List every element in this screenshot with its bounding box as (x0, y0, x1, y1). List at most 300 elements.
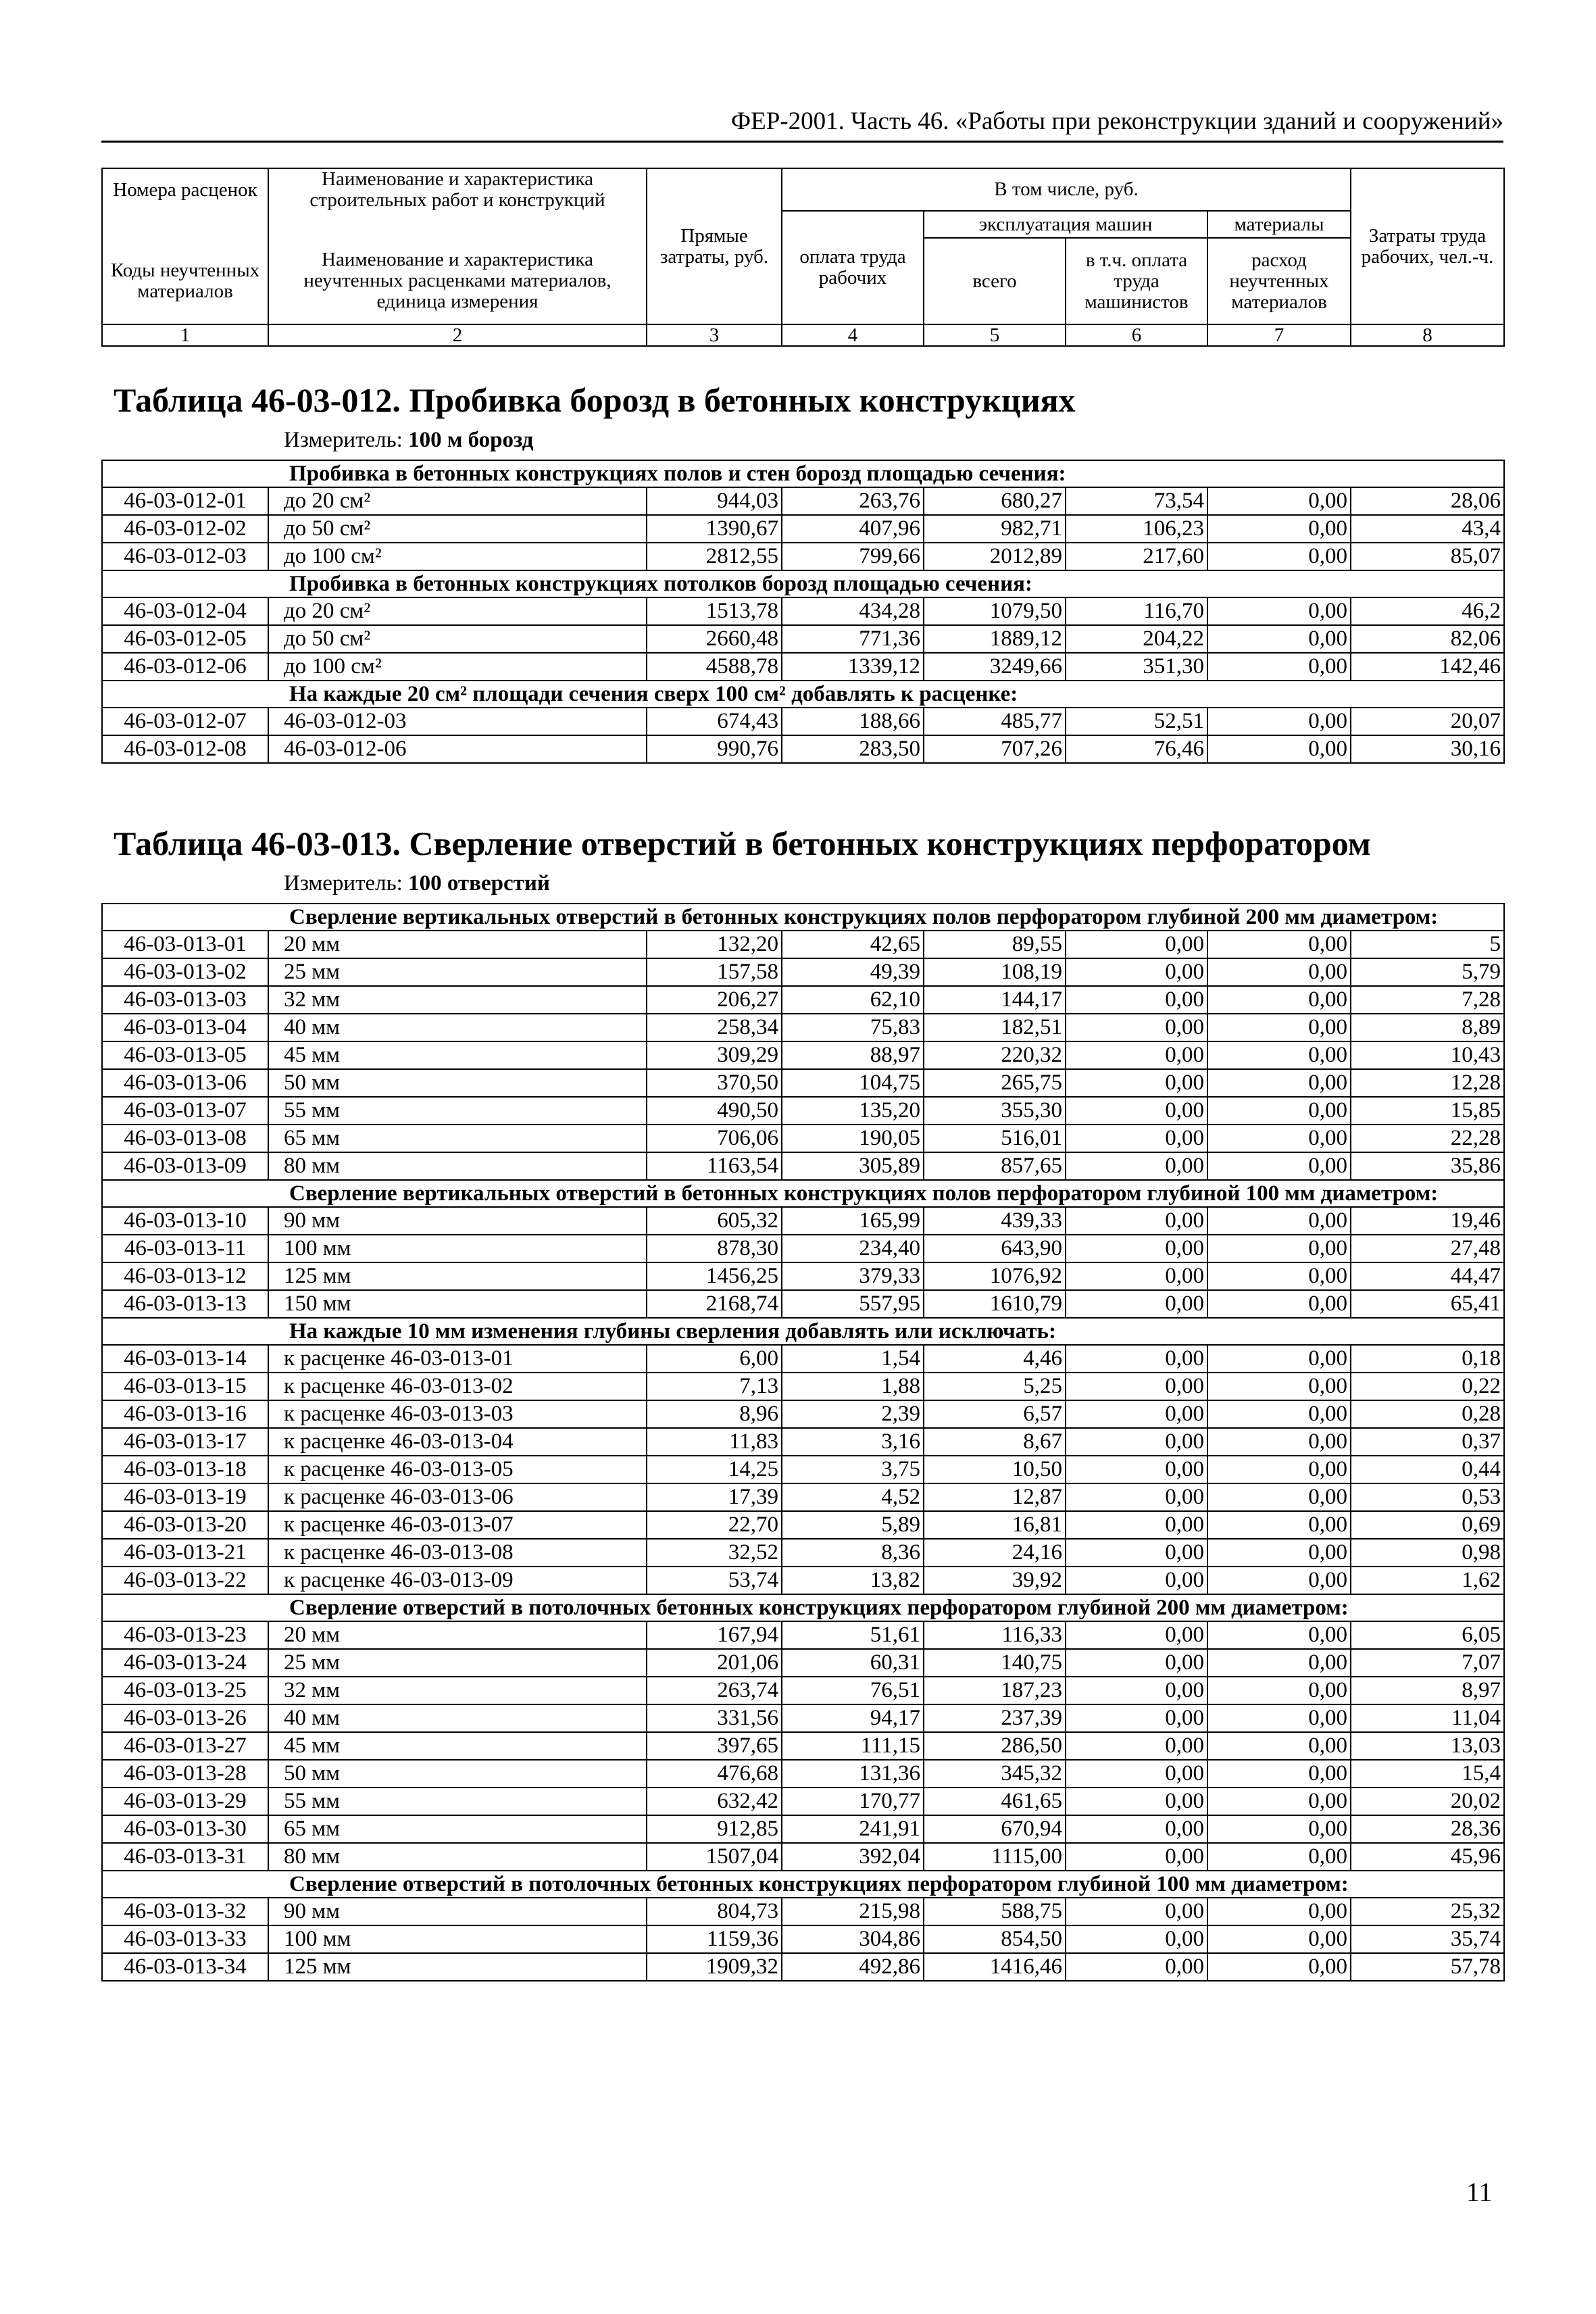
materials: 0,00 (1207, 1041, 1351, 1069)
machines-total: 8,67 (924, 1428, 1066, 1456)
materials: 0,00 (1207, 1097, 1351, 1125)
rate-code: 46-03-013-19 (102, 1483, 268, 1511)
section-heading: Сверление вертикальных отверстий в бетонных конструкциях полов перфоратором глубиной 100 мм диаметром: (102, 1180, 1504, 1207)
rate-name: к расценке 46-03-013-05 (268, 1456, 647, 1483)
table-row (102, 1760, 1504, 1788)
machinists-wages: 106,23 (1066, 515, 1207, 543)
table-row (102, 625, 1504, 653)
machinists-wages: 0,00 (1066, 1925, 1207, 1953)
rate-code: 46-03-013-30 (102, 1815, 268, 1843)
section-heading: Сверление отверстий в потолочных бетонных конструкциях перфоратором глубиной 200 мм диаметром: (102, 1594, 1504, 1621)
table-unit (284, 870, 550, 897)
wages: 407,96 (782, 515, 924, 543)
direct-cost: 912,85 (647, 1815, 782, 1843)
wages: 392,04 (782, 1843, 924, 1871)
table-row (102, 1152, 1504, 1180)
col-num-3: 3 (647, 324, 782, 346)
materials: 0,00 (1207, 1373, 1351, 1400)
rate-name: 150 мм (268, 1290, 647, 1318)
rate-name: до 50 см² (268, 625, 647, 653)
direct-cost: 1513,78 (647, 597, 782, 625)
direct-cost: 674,43 (647, 708, 782, 735)
rate-name: к расценке 46-03-013-09 (268, 1567, 647, 1594)
section-heading: На каждые 20 см² площади сечения сверх 100 см² добавлять к расценке: (102, 681, 1504, 708)
rate-code: 46-03-013-20 (102, 1511, 268, 1539)
machinists-wages: 204,22 (1066, 625, 1207, 653)
labor-hours: 0,44 (1351, 1456, 1504, 1483)
machines-total: 707,26 (924, 735, 1066, 763)
direct-cost: 32,52 (647, 1539, 782, 1567)
labor-hours: 0,28 (1351, 1400, 1504, 1428)
materials: 0,00 (1207, 487, 1351, 515)
materials: 0,00 (1207, 1069, 1351, 1097)
wages: 49,39 (782, 958, 924, 986)
rate-code: 46-03-013-28 (102, 1760, 268, 1788)
machinists-wages: 0,00 (1066, 1953, 1207, 1981)
materials: 0,00 (1207, 1235, 1351, 1262)
machinists-wages: 0,00 (1066, 1373, 1207, 1400)
table-row (102, 515, 1504, 543)
wages: 2,39 (782, 1400, 924, 1428)
rate-name: 40 мм (268, 1704, 647, 1732)
machines-total: 857,65 (924, 1152, 1066, 1180)
table-row (102, 1014, 1504, 1041)
col-total-header: всего (924, 238, 1066, 324)
rate-name: к расценке 46-03-013-08 (268, 1539, 647, 1567)
wages: 234,40 (782, 1235, 924, 1262)
direct-cost: 490,50 (647, 1097, 782, 1125)
labor-hours: 28,36 (1351, 1815, 1504, 1843)
rate-name: 65 мм (268, 1815, 647, 1843)
rate-name: 65 мм (268, 1125, 647, 1152)
machines-total: 4,46 (924, 1345, 1066, 1373)
wages: 60,31 (782, 1649, 924, 1677)
wages: 94,17 (782, 1704, 924, 1732)
direct-cost: 4588,78 (647, 653, 782, 681)
rate-name: 45 мм (268, 1041, 647, 1069)
wages: 165,99 (782, 1207, 924, 1235)
table-row (102, 1290, 1504, 1318)
materials: 0,00 (1207, 1649, 1351, 1677)
materials: 0,00 (1207, 1014, 1351, 1041)
machines-total: 1079,50 (924, 597, 1066, 625)
col-materials-header: материалы (1207, 211, 1351, 238)
rate-code: 46-03-013-10 (102, 1207, 268, 1235)
column-header-table (101, 168, 1505, 347)
rate-name: до 20 см² (268, 487, 647, 515)
rate-name: к расценке 46-03-013-02 (268, 1373, 647, 1400)
machinists-wages: 0,00 (1066, 1014, 1207, 1041)
machinists-wages: 0,00 (1066, 1732, 1207, 1760)
wages: 42,65 (782, 931, 924, 958)
labor-hours: 1,62 (1351, 1567, 1504, 1594)
labor-hours: 22,28 (1351, 1125, 1504, 1152)
rate-code: 46-03-013-02 (102, 958, 268, 986)
col-wages-header: оплата труда рабочих (782, 211, 924, 324)
machinists-wages: 73,54 (1066, 487, 1207, 515)
rate-code: 46-03-013-23 (102, 1621, 268, 1649)
machinists-wages: 52,51 (1066, 708, 1207, 735)
machinists-wages: 0,00 (1066, 1097, 1207, 1125)
rate-code: 46-03-013-34 (102, 1953, 268, 1981)
labor-hours: 15,85 (1351, 1097, 1504, 1125)
section-row (102, 460, 1504, 487)
rate-code: 46-03-013-11 (102, 1235, 268, 1262)
section-row (102, 1180, 1504, 1207)
wages: 1,88 (782, 1373, 924, 1400)
machinists-wages: 0,00 (1066, 1400, 1207, 1428)
table-row (102, 1345, 1504, 1373)
machinists-wages: 0,00 (1066, 1069, 1207, 1097)
materials: 0,00 (1207, 1456, 1351, 1483)
rate-code: 46-03-013-17 (102, 1428, 268, 1456)
rate-code: 46-03-013-25 (102, 1677, 268, 1704)
wages: 3,16 (782, 1428, 924, 1456)
table-row (102, 1843, 1504, 1871)
materials: 0,00 (1207, 1677, 1351, 1704)
table-row (102, 1925, 1504, 1953)
machines-total: 24,16 (924, 1539, 1066, 1567)
materials: 0,00 (1207, 1539, 1351, 1567)
direct-cost: 370,50 (647, 1069, 782, 1097)
machinists-wages: 0,00 (1066, 1788, 1207, 1815)
machinists-wages: 217,60 (1066, 543, 1207, 570)
direct-cost: 804,73 (647, 1898, 782, 1925)
wages: 88,97 (782, 1041, 924, 1069)
materials: 0,00 (1207, 708, 1351, 735)
table-row (102, 1898, 1504, 1925)
section-heading: Пробивка в бетонных конструкциях потолков борозд площадью сечения: (102, 570, 1504, 597)
labor-hours: 12,28 (1351, 1069, 1504, 1097)
table-row (102, 708, 1504, 735)
labor-hours: 28,06 (1351, 487, 1504, 515)
table-row (102, 1815, 1504, 1843)
materials: 0,00 (1207, 625, 1351, 653)
col-direct-header: Прямые затраты, руб. (647, 168, 782, 324)
direct-cost: 1507,04 (647, 1843, 782, 1871)
machines-total: 1610,79 (924, 1290, 1066, 1318)
table-row (102, 1732, 1504, 1760)
section-row (102, 681, 1504, 708)
labor-hours: 5,79 (1351, 958, 1504, 986)
table-row (102, 1400, 1504, 1428)
rate-name: до 100 см² (268, 653, 647, 681)
section-row (102, 570, 1504, 597)
labor-hours: 82,06 (1351, 625, 1504, 653)
rate-code: 46-03-013-03 (102, 986, 268, 1014)
wages: 3,75 (782, 1456, 924, 1483)
machinists-wages: 0,00 (1066, 1207, 1207, 1235)
rate-name: 50 мм (268, 1069, 647, 1097)
labor-hours: 11,04 (1351, 1704, 1504, 1732)
rate-code: 46-03-013-27 (102, 1732, 268, 1760)
rate-name: 46-03-012-06 (268, 735, 647, 763)
direct-cost: 132,20 (647, 931, 782, 958)
labor-hours: 20,02 (1351, 1788, 1504, 1815)
direct-cost: 2168,74 (647, 1290, 782, 1318)
direct-cost: 1456,25 (647, 1262, 782, 1290)
direct-cost: 476,68 (647, 1760, 782, 1788)
unit-label: Измеритель: (284, 428, 403, 452)
col-name2-header: Наименование и характеристика неучтенных расценками материалов, единица измерения (268, 238, 647, 324)
table-row (102, 1511, 1504, 1539)
machinists-wages: 0,00 (1066, 1152, 1207, 1180)
rate-code: 46-03-012-02 (102, 515, 268, 543)
machines-total: 108,19 (924, 958, 1066, 986)
wages: 104,75 (782, 1069, 924, 1097)
rate-code: 46-03-012-08 (102, 735, 268, 763)
materials: 0,00 (1207, 1262, 1351, 1290)
materials: 0,00 (1207, 1953, 1351, 1981)
rate-code: 46-03-013-06 (102, 1069, 268, 1097)
machines-total: 345,32 (924, 1760, 1066, 1788)
col-num-8: 8 (1351, 324, 1504, 346)
machinists-wages: 0,00 (1066, 1539, 1207, 1567)
wages: 131,36 (782, 1760, 924, 1788)
wages: 379,33 (782, 1262, 924, 1290)
wages: 135,20 (782, 1097, 924, 1125)
rate-name: 32 мм (268, 986, 647, 1014)
wages: 5,89 (782, 1511, 924, 1539)
direct-cost: 605,32 (647, 1207, 782, 1235)
machines-total: 10,50 (924, 1456, 1066, 1483)
materials: 0,00 (1207, 1898, 1351, 1925)
labor-hours: 0,69 (1351, 1511, 1504, 1539)
wages: 1339,12 (782, 653, 924, 681)
labor-hours: 27,48 (1351, 1235, 1504, 1262)
machines-total: 461,65 (924, 1788, 1066, 1815)
machines-total: 16,81 (924, 1511, 1066, 1539)
rate-code: 46-03-013-15 (102, 1373, 268, 1400)
machines-total: 1416,46 (924, 1953, 1066, 1981)
direct-cost: 7,13 (647, 1373, 782, 1400)
machinists-wages: 0,00 (1066, 1760, 1207, 1788)
section-heading: Пробивка в бетонных конструкциях полов и стен борозд площадью сечения: (102, 460, 1504, 487)
labor-hours: 0,53 (1351, 1483, 1504, 1511)
materials: 0,00 (1207, 1567, 1351, 1594)
materials: 0,00 (1207, 515, 1351, 543)
machines-total: 39,92 (924, 1567, 1066, 1594)
labor-hours: 43,4 (1351, 515, 1504, 543)
rate-code: 46-03-012-06 (102, 653, 268, 681)
table-row (102, 1456, 1504, 1483)
materials: 0,00 (1207, 1621, 1351, 1649)
wages: 799,66 (782, 543, 924, 570)
col-materials-use-header: расход неучтенных материалов (1207, 238, 1351, 324)
wages: 13,82 (782, 1567, 924, 1594)
direct-cost: 944,03 (647, 487, 782, 515)
direct-cost: 397,65 (647, 1732, 782, 1760)
section-row (102, 1318, 1504, 1345)
rate-name: 40 мм (268, 1014, 647, 1041)
table-row (102, 1788, 1504, 1815)
direct-cost: 14,25 (647, 1456, 782, 1483)
machinists-wages: 351,30 (1066, 653, 1207, 681)
col-num-4: 4 (782, 324, 924, 346)
machines-total: 670,94 (924, 1815, 1066, 1843)
labor-hours: 35,86 (1351, 1152, 1504, 1180)
machinists-wages: 0,00 (1066, 1511, 1207, 1539)
materials: 0,00 (1207, 1732, 1351, 1760)
rate-name: 32 мм (268, 1677, 647, 1704)
machines-total: 1076,92 (924, 1262, 1066, 1290)
machines-total: 89,55 (924, 931, 1066, 958)
col-machines-header: эксплуатация машин (924, 211, 1207, 238)
machines-total: 220,32 (924, 1041, 1066, 1069)
machinists-wages: 0,00 (1066, 1428, 1207, 1456)
table-row (102, 487, 1504, 515)
rate-name: до 20 см² (268, 597, 647, 625)
rate-code: 46-03-013-09 (102, 1152, 268, 1180)
machines-total: 237,39 (924, 1704, 1066, 1732)
wages: 305,89 (782, 1152, 924, 1180)
rate-code: 46-03-013-08 (102, 1125, 268, 1152)
rate-code: 46-03-013-13 (102, 1290, 268, 1318)
table-row (102, 1704, 1504, 1732)
direct-cost: 157,58 (647, 958, 782, 986)
rate-name: 50 мм (268, 1760, 647, 1788)
wages: 304,86 (782, 1925, 924, 1953)
direct-cost: 632,42 (647, 1788, 782, 1815)
machines-total: 265,75 (924, 1069, 1066, 1097)
direct-cost: 263,74 (647, 1677, 782, 1704)
col-number-header: Номера расценок (102, 168, 268, 211)
machines-total: 140,75 (924, 1649, 1066, 1677)
machines-total: 2012,89 (924, 543, 1066, 570)
section-heading: Сверление отверстий в потолочных бетонных конструкциях перфоратором глубиной 100 мм диаметром: (102, 1871, 1504, 1898)
section-row (102, 1871, 1504, 1898)
rate-code: 46-03-013-16 (102, 1400, 268, 1428)
wages: 51,61 (782, 1621, 924, 1649)
rate-code: 46-03-013-07 (102, 1097, 268, 1125)
direct-cost: 8,96 (647, 1400, 782, 1428)
labor-hours: 46,2 (1351, 597, 1504, 625)
labor-hours: 0,22 (1351, 1373, 1504, 1400)
materials: 0,00 (1207, 597, 1351, 625)
machines-total: 3249,66 (924, 653, 1066, 681)
wages: 62,10 (782, 986, 924, 1014)
materials: 0,00 (1207, 1290, 1351, 1318)
materials: 0,00 (1207, 1815, 1351, 1843)
materials: 0,00 (1207, 1704, 1351, 1732)
table-row (102, 597, 1504, 625)
col-machinists-header: в т.ч. оплата труда машинистов (1066, 238, 1207, 324)
machines-total: 12,87 (924, 1483, 1066, 1511)
materials: 0,00 (1207, 1207, 1351, 1235)
machines-total: 516,01 (924, 1125, 1066, 1152)
direct-cost: 331,56 (647, 1704, 782, 1732)
rate-code: 46-03-013-05 (102, 1041, 268, 1069)
rate-code: 46-03-013-18 (102, 1456, 268, 1483)
direct-cost: 2812,55 (647, 543, 782, 570)
machines-total: 485,77 (924, 708, 1066, 735)
rate-name: 125 мм (268, 1953, 647, 1981)
direct-cost: 1159,36 (647, 1925, 782, 1953)
machinists-wages: 0,00 (1066, 1345, 1207, 1373)
col-num-1: 1 (102, 324, 268, 346)
rate-name: 100 мм (268, 1235, 647, 1262)
machinists-wages: 0,00 (1066, 1567, 1207, 1594)
labor-hours: 35,74 (1351, 1925, 1504, 1953)
rate-name: к расценке 46-03-013-01 (268, 1345, 647, 1373)
rate-code: 46-03-013-33 (102, 1925, 268, 1953)
table-row (102, 653, 1504, 681)
labor-hours: 7,07 (1351, 1649, 1504, 1677)
table-row (102, 1125, 1504, 1152)
machinists-wages: 0,00 (1066, 1704, 1207, 1732)
machines-total: 187,23 (924, 1677, 1066, 1704)
materials: 0,00 (1207, 1345, 1351, 1373)
table-row (102, 1621, 1504, 1649)
machinists-wages: 0,00 (1066, 1843, 1207, 1871)
materials: 0,00 (1207, 1788, 1351, 1815)
materials: 0,00 (1207, 1760, 1351, 1788)
rate-name: к расценке 46-03-013-07 (268, 1511, 647, 1539)
rate-name: к расценке 46-03-013-04 (268, 1428, 647, 1456)
labor-hours: 0,18 (1351, 1345, 1504, 1373)
table-title: Таблица 46-03-013. Сверление отверстий в бетонных конструкциях перфоратором (114, 824, 1371, 862)
table-row (102, 1262, 1504, 1290)
rate-name: 25 мм (268, 1649, 647, 1677)
rate-code: 46-03-013-26 (102, 1704, 268, 1732)
rate-code: 46-03-013-04 (102, 1014, 268, 1041)
labor-hours: 8,89 (1351, 1014, 1504, 1041)
page-number: 11 (1466, 2177, 1493, 2207)
table-row (102, 1207, 1504, 1235)
machinists-wages: 0,00 (1066, 986, 1207, 1014)
machines-total: 286,50 (924, 1732, 1066, 1760)
machinists-wages: 0,00 (1066, 958, 1207, 986)
table-row (102, 986, 1504, 1014)
machines-total: 854,50 (924, 1925, 1066, 1953)
wages: 434,28 (782, 597, 924, 625)
labor-hours: 15,4 (1351, 1760, 1504, 1788)
direct-cost: 2660,48 (647, 625, 782, 653)
col-codes-header: Коды неучтенных материалов (102, 238, 268, 324)
labor-hours: 65,41 (1351, 1290, 1504, 1318)
table-row (102, 1373, 1504, 1400)
price-table (101, 903, 1505, 1981)
machinists-wages: 0,00 (1066, 1456, 1207, 1483)
col-num-7: 7 (1207, 324, 1351, 346)
section-heading: На каждые 10 мм изменения глубины сверления добавлять или исключать: (102, 1318, 1504, 1345)
machines-total: 182,51 (924, 1014, 1066, 1041)
table-row (102, 1097, 1504, 1125)
labor-hours: 45,96 (1351, 1843, 1504, 1871)
materials: 0,00 (1207, 1843, 1351, 1871)
materials: 0,00 (1207, 1511, 1351, 1539)
labor-hours: 20,07 (1351, 708, 1504, 735)
rate-name: 46-03-012-03 (268, 708, 647, 735)
direct-cost: 878,30 (647, 1235, 782, 1262)
price-table (101, 460, 1505, 764)
section-row (102, 904, 1504, 931)
table-row (102, 1235, 1504, 1262)
direct-cost: 706,06 (647, 1125, 782, 1152)
wages: 492,86 (782, 1953, 924, 1981)
machinists-wages: 0,00 (1066, 1649, 1207, 1677)
wages: 215,98 (782, 1898, 924, 1925)
machinists-wages: 0,00 (1066, 1235, 1207, 1262)
table-row (102, 958, 1504, 986)
wages: 283,50 (782, 735, 924, 763)
rate-name: к расценке 46-03-013-03 (268, 1400, 647, 1428)
direct-cost: 1909,32 (647, 1953, 782, 1981)
rate-code: 46-03-012-01 (102, 487, 268, 515)
wages: 1,54 (782, 1345, 924, 1373)
machinists-wages: 0,00 (1066, 931, 1207, 958)
materials: 0,00 (1207, 958, 1351, 986)
